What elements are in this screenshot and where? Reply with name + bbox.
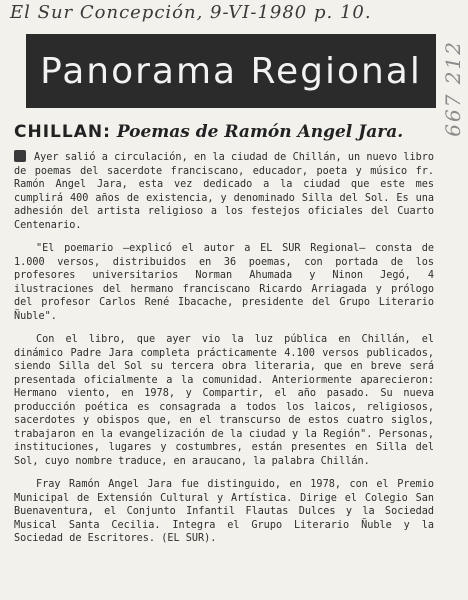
article-body (14, 150, 434, 556)
handwritten-date-note: El Sur Concepción, 9-VI-1980 p. 10. (10, 2, 372, 23)
paragraph-1 (14, 150, 434, 232)
paragraph-3: Con el libro, que ayer vio la luz pública en Chillán, el dinámico Padre Jara completa prácticamente 4.100 versos publicados, siendo Silla del Sol su tercera obra literaria, que en breve será presentada oficialmente a la comunidad. Anteriormente aparecieron: Hermano viento, en 1978, y Compartir, el año pasado. Su nueva producción poética es consagrada a todos los laicos, religiosos, sacerdotes y obispos que, en el transcurso de estos cuatro siglos, trabajaron en la evangelización de la ciudad y la Región". Personas, instituciones, lugares y costumbres, están presentes en Silla del Sol, cuyo nombre traduce, en araucano, la palabra Chillán. (14, 334, 434, 467)
paragraph-1-text: Ayer salió a circulación, en la ciudad de Chillán, un nuevo libro de poemas del sacerdote franciscano, educador, poeta y músico fr. Ramón Angel Jara, esta vez dedicado a la ciudad que este mes cumplirá 400 años de existencia, y denominado Silla del Sol. Es una adhesión del artista religioso a los festejos oficiales del Cuarto Centenario. (14, 152, 434, 231)
section-banner (26, 34, 436, 108)
headline-subtitle: Poemas de Ramón Angel Jara. (116, 122, 404, 142)
paragraph-2: "El poemario —explicó el autor a EL SUR Regional— consta de 1.000 versos, distribuidos en 36 poemas, con portada de los profesores universitarios Norman Ahumada y Ninon Jegó, 4 ilustraciones del hermano franciscano Ricardo Arriagada y prólogo del profesor Carlos René Ibacache, presidente del Grupo Literario Ñuble". (14, 243, 434, 322)
section-title: Panorama Regional (40, 50, 422, 92)
handwritten-side-note: 667 212 (441, 40, 465, 137)
article-headline (14, 122, 434, 142)
headline-place: CHILLAN: (14, 122, 111, 142)
paragraph-4: Fray Ramón Angel Jara fue distinguido, en 1978, con el Premio Municipal de Extensión Cultural y Artística. Dirige el Colegio San Buenaventura, el Conjunto Infantil Flautas Dulces y la Sociedad Musical Santa Cecilia. Integra el Grupo Literario Ñuble y la Sociedad de Escritores. (EL SUR). (14, 479, 434, 544)
bullet-icon (14, 150, 26, 162)
